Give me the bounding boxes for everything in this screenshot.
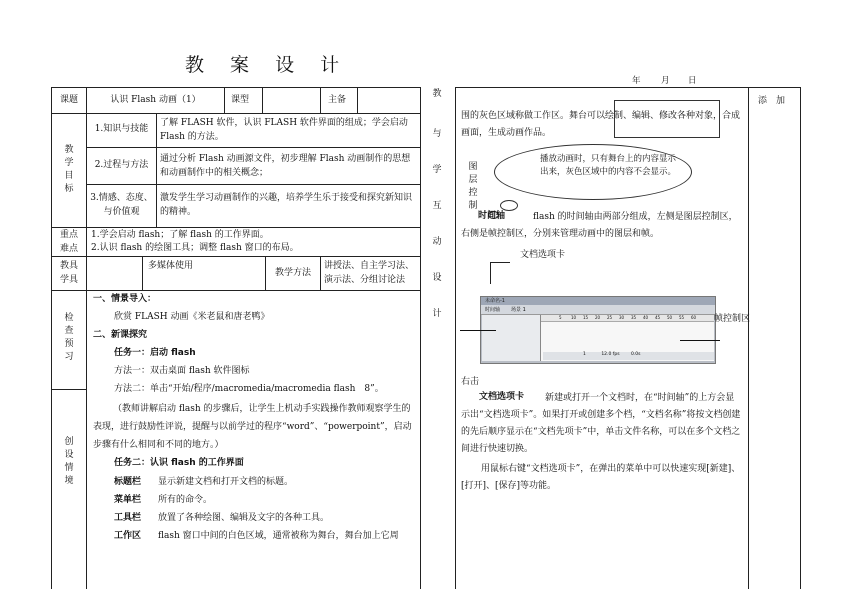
frame-arrow (680, 340, 720, 341)
term-menu-bar: 菜单栏 (114, 495, 142, 505)
workspace-desc: 围的灰色区域称做工作区。舞台可以绘制、编辑、修改各种对象，合成画面，生成动画作品。 (461, 111, 741, 138)
tools-label: 教具学具 (60, 261, 79, 285)
flash-scene-label: 场景 1 (511, 307, 526, 313)
right-click-text: 右击 (461, 377, 480, 387)
callout-box (614, 100, 720, 138)
flash-frame-tick: 25 (607, 315, 613, 320)
doc-tab-desc: 新建或打开一个文档时，在“时间轴”的上方会显示出“文档选项卡”。如果打开或创建多个档，“文档名称”将按文档创建的先后顺序显示在“文档先项卡”中，单击文件名称，可以在多个文档之间进行快速切换。 (461, 393, 741, 454)
check-label: 检查预习 (64, 313, 74, 362)
date-day: 日 (688, 76, 697, 86)
lead-label: 主备 (328, 95, 347, 105)
term-toolbar: 工具栏 (114, 513, 142, 523)
cloud-text: 播放动画时，只有舞台上的内容显示出来，灰色区域中的内容不会显示。 (540, 154, 677, 177)
create-label: 创设情境 (64, 437, 74, 486)
mid-char-3: 学 (432, 165, 442, 175)
flash-frame-tick: 5 (559, 315, 562, 320)
layer-arrow (460, 330, 496, 331)
intro-text: 欣赏 FLASH 动画《米老鼠和唐老鸭》 (114, 312, 270, 322)
mid-char-5: 动 (432, 237, 442, 247)
flash-frame-tick: 35 (631, 315, 637, 320)
flash-frame-tick: 10 (571, 315, 577, 320)
timeline-term: 时间轴 (478, 211, 506, 221)
goal-content-3: 激发学生学习动画制作的兴趣，培养学生乐于接受和探究新知识的精神。 (160, 193, 413, 217)
desc-title-bar: 显示新建文档和打开文档的标题。 (158, 477, 294, 487)
add-label: 添 加 (758, 96, 786, 106)
flash-frame-tick: 40 (643, 315, 649, 320)
flash-frame-tick: 45 (655, 315, 661, 320)
flash-window-screenshot (480, 296, 716, 364)
desc-menu-bar: 所有的命令。 (158, 495, 213, 505)
teacher-note: （教师讲解启动 flash 的步骤后，让学生上机动手实践操作教师观察学生的表现，进行鼓励性评说，提醒与以前学过的程序“word”、“powerpoint”，启动步骤有什么相同和不同的地方。） (93, 404, 412, 450)
mid-char-1: 教 (432, 89, 442, 99)
flash-layer-panel (482, 315, 541, 361)
tools-value: 多媒体使用 (148, 261, 194, 271)
date-year: 年 (632, 76, 641, 86)
desc-toolbar: 放置了各种绘图、编辑及文字的各种工具。 (158, 513, 330, 523)
flash-frame-tick: 50 (667, 315, 673, 320)
goal-content-2: 通过分析 Flash 动画源文件，初步理解 Flash 动画制作的思想和动画制作中的相关概念； (160, 154, 411, 178)
flash-frame-ruler (541, 315, 714, 322)
mid-char-2: 与 (432, 129, 442, 139)
task-1-title: 任务一：启动 flash (114, 348, 196, 358)
layer-control-label: 图层控制 (468, 162, 478, 211)
desc-workspace: flash 窗口中间的白色区域，通常被称为舞台，舞台加上它周 (158, 531, 399, 541)
flash-timeline-tab[interactable]: 时间轴 (485, 307, 501, 313)
flash-frame-tick: 60 (691, 315, 697, 320)
timeline-desc: flash 的时间轴由两部分组成，左侧是图层控制区，右侧是帧控制区，分别来管理动画中的图层和帧。 (461, 212, 738, 239)
date-month: 月 (661, 76, 670, 86)
method-value: 讲授法、自主学习法、演示法、分组讨论法 (324, 261, 415, 285)
method-1: 方法一：双击桌面 flash 软件图标 (114, 366, 250, 376)
flash-frame-number: 1 (583, 352, 586, 357)
flash-frame-tick: 15 (583, 315, 589, 320)
key-label: 重点难点 (60, 230, 79, 254)
flash-frame-tick: 20 (595, 315, 601, 320)
flash-status-bar (543, 352, 714, 360)
goal-content-1: 了解 FLASH 软件，认识 FLASH 软件界面的组成；学会启动 Flash 的方法。 (160, 118, 408, 142)
flash-frame-tick: 30 (619, 315, 625, 320)
topic-label: 课题 (59, 95, 78, 105)
goal-label-2: 2.过程与方法 (94, 160, 149, 170)
flash-time: 0.0s (631, 352, 641, 357)
goals-label: 教学目标 (64, 145, 74, 194)
right-click-desc: 用鼠标右键“文档选项卡”，在弹出的菜单中可以快速实现[新建]、[打开]、[保存]等功能。 (461, 464, 741, 491)
frame-control-label: 帧控制区 (714, 314, 751, 324)
flash-window-title: 未命名-1 (485, 298, 505, 304)
flash-fps: 12.0 fps (601, 352, 620, 357)
goal-label-3: 3.情感、态度、与价值观 (90, 193, 153, 217)
flash-frame-tick: 55 (679, 315, 685, 320)
goal-label-1: 1.知识与技能 (94, 124, 149, 134)
mid-char-4: 互 (432, 201, 442, 211)
key-line-2: 2.认识 flash 的绘图工具；调整 flash 窗口的布局。 (91, 243, 299, 253)
topic-value: 认识 Flash 动画（1） (110, 95, 201, 105)
term-title-bar: 标题栏 (114, 477, 142, 487)
page-title: 教 案 设 计 (185, 54, 350, 76)
term-workspace: 工作区 (114, 531, 142, 541)
section-heading-1: 一、情景导入： (93, 294, 157, 304)
method-label: 教学方法 (274, 268, 311, 278)
key-line-1: 1.学会启动 flash；了解 flash 的工作界面。 (91, 230, 269, 240)
mid-char-6: 设 (432, 273, 442, 283)
section-heading-2: 二、新课探究 (93, 330, 148, 340)
mid-char-7: 计 (432, 309, 442, 319)
method-2: 方法二：单击“开始/程序/macromedia/macromedia flash 8”。 (114, 384, 384, 394)
type-label: 课型 (231, 95, 250, 105)
doc-tab-term: 文档选项卡 (479, 392, 525, 402)
task-2-title: 任务二：认识 flash 的工作界面 (114, 458, 244, 468)
tab-callout-label: 文档选项卡 (520, 250, 566, 260)
